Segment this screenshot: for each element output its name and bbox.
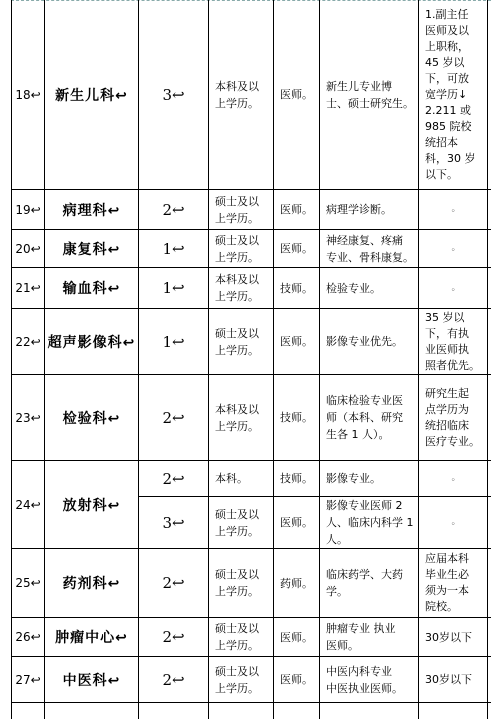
row-number: 18↩ (15, 87, 41, 102)
remarks: 30岁以下 (425, 630, 472, 644)
headcount: 2↩ (162, 574, 185, 592)
position-type: 技师。 (280, 281, 313, 295)
education-requirement: 硕士及以 上学历。 (215, 568, 259, 598)
headcount: 2↩ (162, 628, 185, 646)
headcount: 1↩ (162, 239, 185, 258)
row-number: 22↩ (15, 334, 41, 349)
major-requirement: 肿瘤专业 执业 医师。 (326, 622, 396, 652)
position-type: 医师。 (280, 630, 313, 644)
education-requirement: 硕士及以 上学历。 (215, 622, 259, 652)
headcount: 1↩ (162, 279, 185, 297)
department-name: 康复科↩ (62, 241, 121, 258)
education-requirement: 本科及以 上学历。 (215, 402, 259, 433)
row-number: 26↩ (15, 630, 41, 644)
col-line-7 (487, 0, 488, 719)
headcount: 2↩ (162, 469, 185, 488)
position-type: 技师。 (280, 411, 313, 424)
major-requirement: 新生儿专业博 士、硕士研究生。 (326, 79, 414, 110)
remarks: 35 岁以 下，有执 业医师执 照者优先。 (425, 310, 480, 372)
row-number: 27↩ (15, 672, 41, 687)
remarks: 。 (451, 204, 461, 214)
row-number: 21↩ (15, 281, 41, 295)
position-type: 药师。 (280, 576, 313, 590)
row-line (11, 702, 491, 703)
major-requirement: 检验专业。 (326, 281, 381, 295)
headcount: 1↩ (162, 332, 185, 351)
row-number: 19↩ (15, 202, 41, 217)
remarks: 1.副主任 医师及以 上职称， 45 岁以 下，可放 宽学历↓ 2.211 或 985 院校 统招本 科，30 岁 以下。 (425, 7, 476, 181)
major-requirement: 临床药学、大药 学。 (326, 568, 403, 598)
department-name: 肿瘤中心↩ (55, 630, 128, 646)
education-requirement: 硕士及以 上学历。 (215, 507, 259, 538)
major-requirement: 神经康复、疼痛 专业、骨科康复。 (326, 233, 414, 264)
department-name: 输血科↩ (62, 281, 121, 297)
position-type: 技师。 (280, 472, 313, 485)
education-requirement: 本科。 (215, 472, 248, 485)
row-number: 24↩ (15, 497, 41, 512)
department-name: 中医科↩ (62, 672, 121, 689)
position-type: 医师。 (280, 673, 313, 686)
row-number: 20↩ (15, 241, 41, 256)
education-requirement: 硕士及以 上学历。 (215, 664, 259, 695)
major-requirement: 影像专业。 (326, 472, 381, 485)
department-name: 新生儿科↩ (55, 87, 128, 104)
headcount: 3↩ (162, 513, 185, 532)
education-requirement: 硕士及以 上学历。 (215, 233, 259, 264)
education-requirement: 硕士及以 上学历。 (215, 326, 259, 357)
position-type: 医师。 (280, 335, 313, 348)
headcount: 2↩ (162, 408, 185, 427)
remarks: 30岁以下 (425, 673, 472, 686)
remarks: 研究生起 点学历为 统招临床 医疗专业。 (425, 386, 480, 448)
position-type: 医师。 (280, 516, 313, 529)
department-name: 超声影像科↩ (47, 334, 136, 351)
major-requirement: 临床检验专业医 师（本科、研究 生各 1 人）。 (326, 394, 403, 441)
education-requirement: 硕士及以 上学历。 (215, 194, 259, 225)
headcount: 2↩ (162, 670, 185, 689)
department-name: 检验科↩ (62, 410, 121, 427)
department-name: 药剂科↩ (62, 576, 121, 592)
major-requirement: 影像专业优先。 (326, 335, 403, 348)
remarks: 。 (451, 517, 461, 527)
remarks: 应届本科 毕业生必 须为一本 院校。 (425, 552, 469, 613)
education-requirement: 本科及以 上学历。 (215, 79, 259, 110)
headcount: 2↩ (162, 200, 185, 219)
row-number: 23↩ (15, 410, 41, 425)
headcount: 3↩ (162, 85, 185, 104)
department-name: 放射科↩ (62, 497, 121, 514)
remarks: 。 (451, 282, 461, 293)
remarks: 。 (451, 243, 461, 253)
major-requirement: 影像专业医师 2 人、临床内科学 1 人。 (326, 499, 414, 546)
major-requirement: 病理学诊断。 (326, 203, 392, 216)
remarks: 。 (451, 473, 461, 483)
position-type: 医师。 (280, 242, 313, 255)
position-type: 医师。 (280, 203, 313, 216)
position-type: 医师。 (280, 88, 313, 101)
row-number: 25↩ (15, 576, 41, 590)
education-requirement: 本科及以 上学历。 (215, 273, 259, 303)
major-requirement: 中医内科专业 中医执业医师。 (326, 664, 403, 695)
department-name: 病理科↩ (62, 202, 121, 219)
